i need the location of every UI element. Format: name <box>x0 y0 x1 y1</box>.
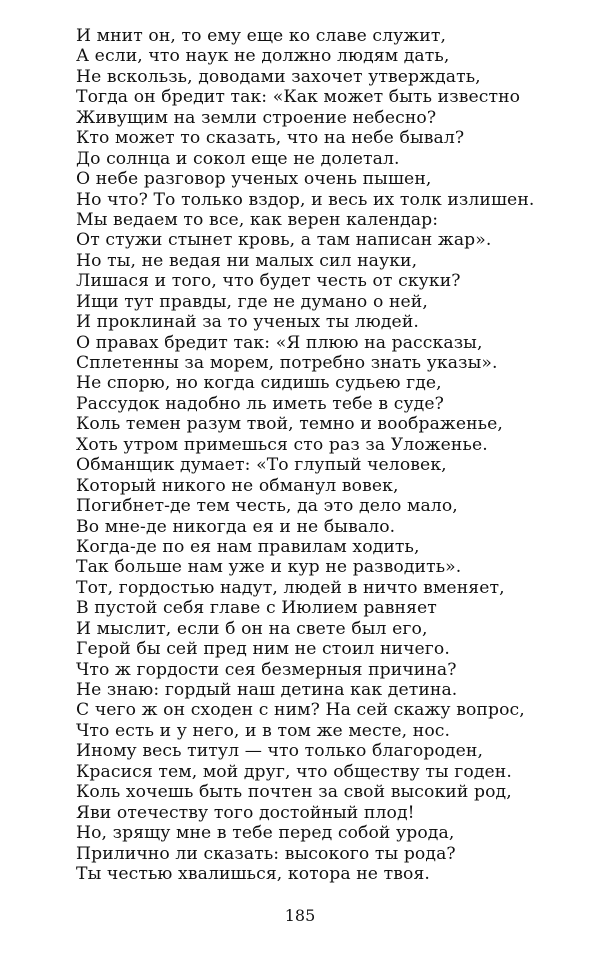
poem-line: Живущим на земли строение небесно? <box>76 107 437 128</box>
poem-line: Прилично ли сказать: высокого ты рода? <box>76 843 456 864</box>
poem-line: Ты честью хвалишься, котора не твоя. <box>76 863 430 884</box>
poem-line: А если, что наук не должно людям дать, <box>76 46 450 67</box>
poem-line: Яви отечеству того достойный плод! <box>76 802 415 823</box>
poem-line: Кто может то сказать, что на небе бывал? <box>76 128 465 149</box>
poem-line: Ищи тут правды, где не думано о ней, <box>76 291 428 312</box>
poem-line: От стужи стынет кровь, а там написан жар». <box>76 230 492 251</box>
poem-line: Не знаю: гордый наш детина как детина. <box>76 680 458 700</box>
poem-text <box>76 26 576 884</box>
poem-line: Герой бы сей пред ним не стоил ничего. <box>76 639 450 660</box>
poem-line: Сплетенны за морем, потребно знать указы». <box>76 353 498 373</box>
poem-line: Рассудок надобно ль иметь тебе в суде? <box>76 393 444 414</box>
poem-line: Не спорю, но когда сидишь судьею где, <box>76 373 442 394</box>
poem-line: В пустой себя главе с Июлием равняет <box>76 598 437 619</box>
poem-line: Коль хочешь быть почтен за свой высокий род, <box>76 782 512 803</box>
poem-line: Коль темен разум твой, темно и воображенье, <box>76 414 503 435</box>
poem-line: С чего ж он сходен с ним? На сей скажу вопрос, <box>76 700 525 721</box>
poem-line: До солнца и сокол еще не долетал. <box>76 148 400 169</box>
poem-line: Красися тем, мой друг, что обществу ты годен. <box>76 761 512 782</box>
poem-line: Не вскользь, доводами захочет утверждать, <box>76 66 481 87</box>
poem-line: Но, зрящу мне в тебе перед собой урода, <box>76 823 455 844</box>
poem-line: Но ты, не ведая ни малых сил науки, <box>76 250 418 271</box>
poem-line: Мы ведаем то все, как верен календар: <box>76 209 439 230</box>
poem-line: Что ж гордости сея безмерныя причина? <box>76 659 457 680</box>
poem-line: Так больше нам уже и кур не разводить». <box>76 557 462 578</box>
poem-line: Тот, гордостью надут, людей в ничто вменяет, <box>76 577 505 598</box>
page-number: 185 <box>284 906 316 925</box>
poem-line: И мыслит, если б он на свете был его, <box>76 618 428 639</box>
poem-line: О небе разговор ученых очень пышен, <box>76 169 432 190</box>
poem-line: Лишася и того, что будет честь от скуки? <box>76 271 461 292</box>
poem-line: Но что? То только вздор, и весь их толк излишен. <box>76 189 535 210</box>
poem-line: Иному весь титул — что только благороден, <box>76 741 484 762</box>
poem-line: Тогда он бредит так: «Как может быть известно <box>76 87 521 108</box>
poem-line: Хоть утром примешься сто раз за Уложенье. <box>76 434 488 455</box>
poem-line: И мнит он, то ему еще ко славе служит, <box>76 26 447 46</box>
poem-line: Который никого не обманул вовек, <box>76 475 399 496</box>
poem-line: Когда-де по ея нам правилам ходить, <box>76 536 420 557</box>
poem-line: Во мне-де никогда ея и не бывало. <box>76 516 396 537</box>
poem-line: Погибнет-де тем честь, да это дело мало, <box>76 496 458 517</box>
poem-line: И проклинай за то ученых ты людей. <box>76 312 419 333</box>
poem-line: Что есть и у него, и в том же месте, нос. <box>76 720 451 741</box>
poem-line: О правах бредит так: «Я плюю на рассказы, <box>76 332 483 353</box>
poem-line: Обманщик думает: «То глупый человек, <box>76 455 447 476</box>
